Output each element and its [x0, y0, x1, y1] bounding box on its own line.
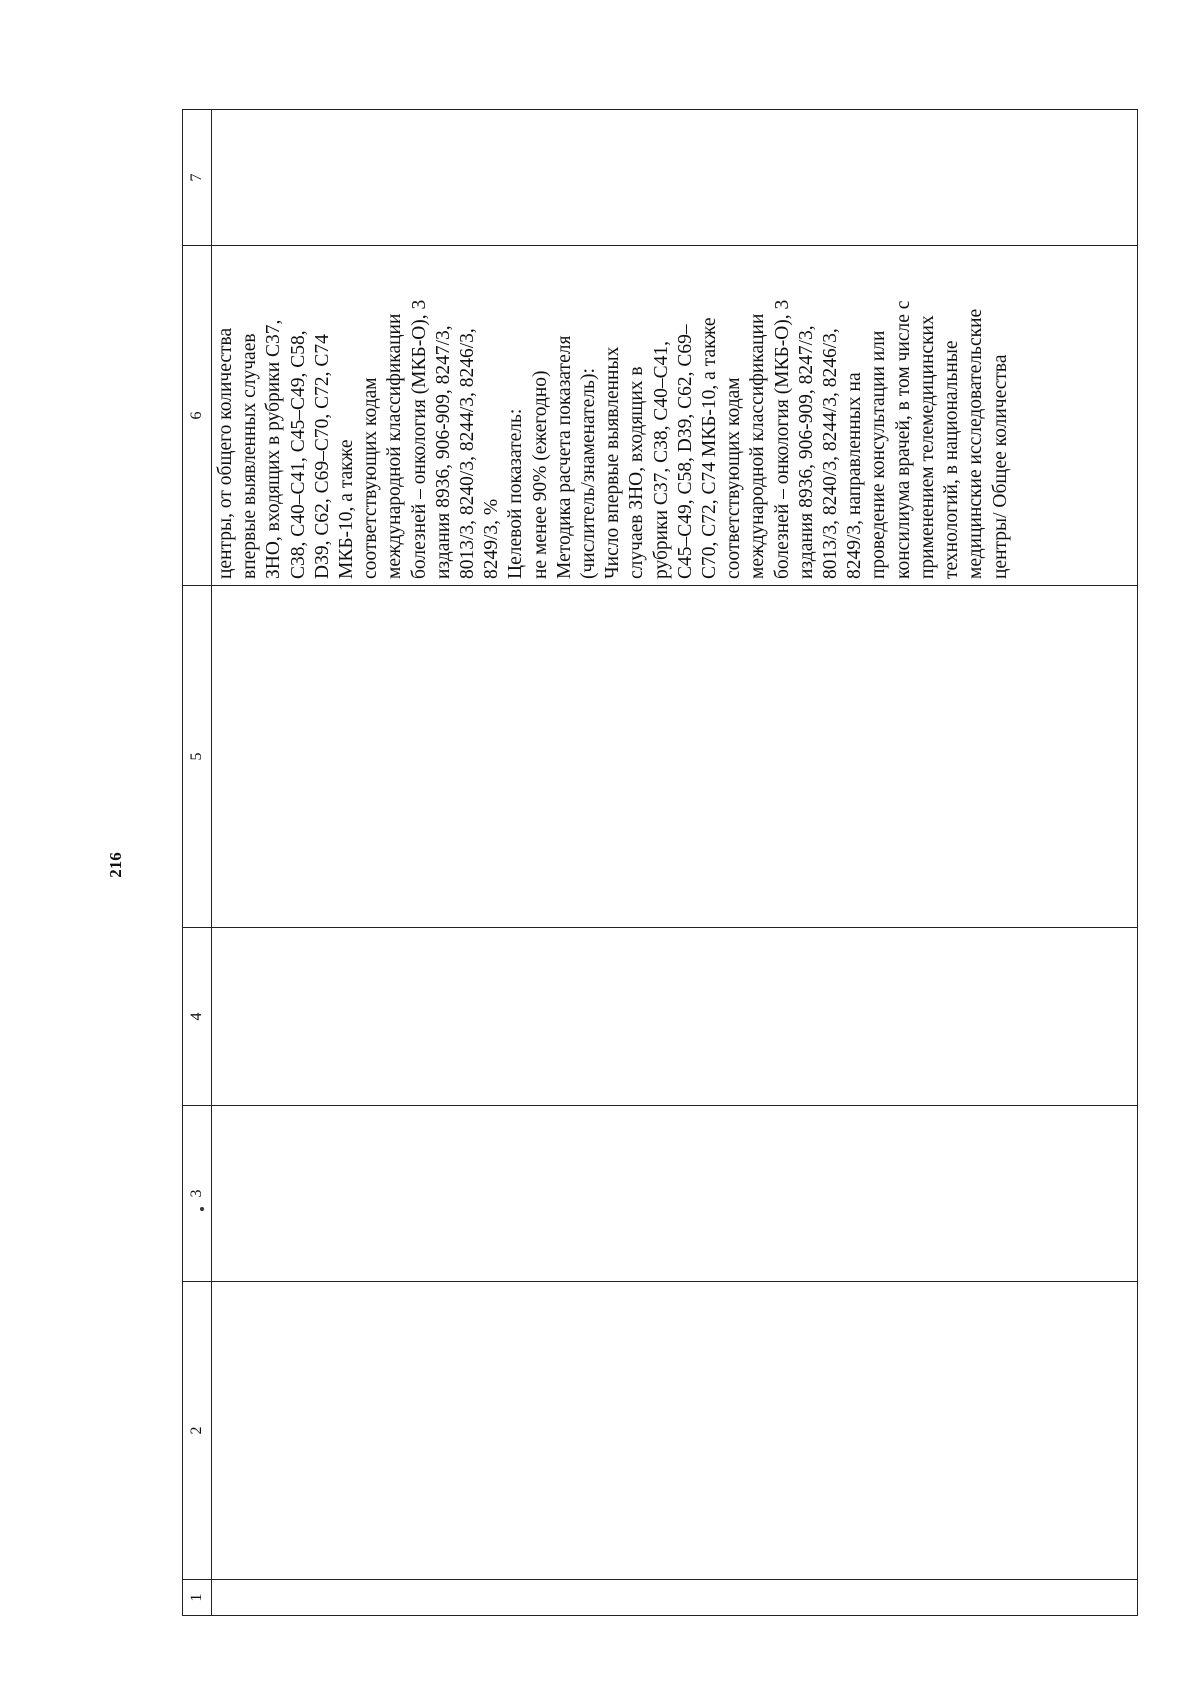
- text-line: проведение консультации или: [868, 330, 890, 579]
- cell-col-4: [212, 928, 1138, 1106]
- column-header-5: 5: [183, 586, 212, 928]
- document-table-container: [182, 110, 1137, 1616]
- text-line: Методика расчета показателя: [553, 335, 575, 579]
- text-line: 8249/3, направленных на: [844, 372, 866, 579]
- text-line: применением телемедицинских: [916, 315, 938, 579]
- text-line: болезней – онкология (МКБ-О), 3: [771, 299, 793, 579]
- text-line: С45–С49, С58, D39, С62, С69–: [674, 324, 696, 579]
- text-line: соответствующих кодам: [360, 377, 382, 579]
- column-header-7: 7: [183, 110, 212, 246]
- text-line: консилиума врачей, в том числе с: [892, 300, 914, 579]
- text-line: С38, С40–С41, С45–С49, С58,: [287, 330, 309, 579]
- column-header-6: 6: [183, 246, 212, 586]
- text-line: С70, С72, С74 МКБ-10, а также: [699, 317, 721, 579]
- text-line: не менее 90% (ежегодно): [529, 370, 551, 579]
- text-line: случаев ЗНО, входящих в: [626, 366, 648, 579]
- text-line: впервые выявленных случаев: [239, 333, 261, 579]
- text-line: Целевой показатель:: [505, 408, 527, 579]
- column-header-1: 1: [183, 1580, 212, 1616]
- text-line: болезней – онкология (МКБ-О), 3: [408, 299, 430, 579]
- text-line: медицинские исследовательские: [965, 308, 987, 579]
- text-line: международной классификации: [384, 313, 406, 579]
- column-header-2: 2: [183, 1282, 212, 1580]
- cell-col-3: [212, 1106, 1138, 1282]
- text-line: МКБ-10, а также: [336, 439, 358, 579]
- text-line: ЗНО, входящих в рубрики С37,: [263, 319, 285, 579]
- text-line: 8249/3, %: [481, 498, 503, 579]
- text-line: соответствующих кодам: [723, 377, 745, 579]
- text-line: центры/ Общее количества: [989, 354, 1011, 579]
- text-line: издания 8936, 906-909, 8247/3,: [795, 325, 817, 579]
- cell-col-5: [212, 586, 1138, 928]
- cell-col-7: [212, 110, 1138, 246]
- rotated-table: [182, 110, 1137, 1616]
- text-line: технологий, в национальные: [941, 340, 963, 579]
- page-number: 216: [106, 852, 125, 878]
- cell-col-1: [212, 1580, 1138, 1616]
- document-table: [182, 109, 1138, 1616]
- text-line: 8013/3, 8240/3, 8244/3, 8246/3,: [457, 328, 479, 579]
- text-line: Число впервые выявленных: [602, 346, 624, 579]
- text-line: рубрики С37, С38, С40–С41,: [650, 340, 672, 579]
- text-line: 8013/3, 8240/3, 8244/3, 8246/3,: [820, 328, 842, 579]
- column-header-3: 3: [183, 1106, 212, 1282]
- indicator-description-text: [212, 246, 1135, 585]
- column-header-4: 4: [183, 928, 212, 1106]
- table-row: [212, 110, 1138, 1616]
- text-line: центры, от общего количества: [215, 327, 236, 579]
- text-line: международной классификации: [747, 313, 769, 579]
- text-line: издания 8936, 906-909, 8247/3,: [432, 325, 454, 579]
- cell-col-6: [212, 246, 1138, 586]
- text-line: (числитель/знаменатель):: [578, 368, 600, 579]
- cell-col-2: [212, 1282, 1138, 1580]
- header-row: [183, 110, 212, 1616]
- text-line: D39, С62, С69–С70, С72, С74: [311, 334, 333, 579]
